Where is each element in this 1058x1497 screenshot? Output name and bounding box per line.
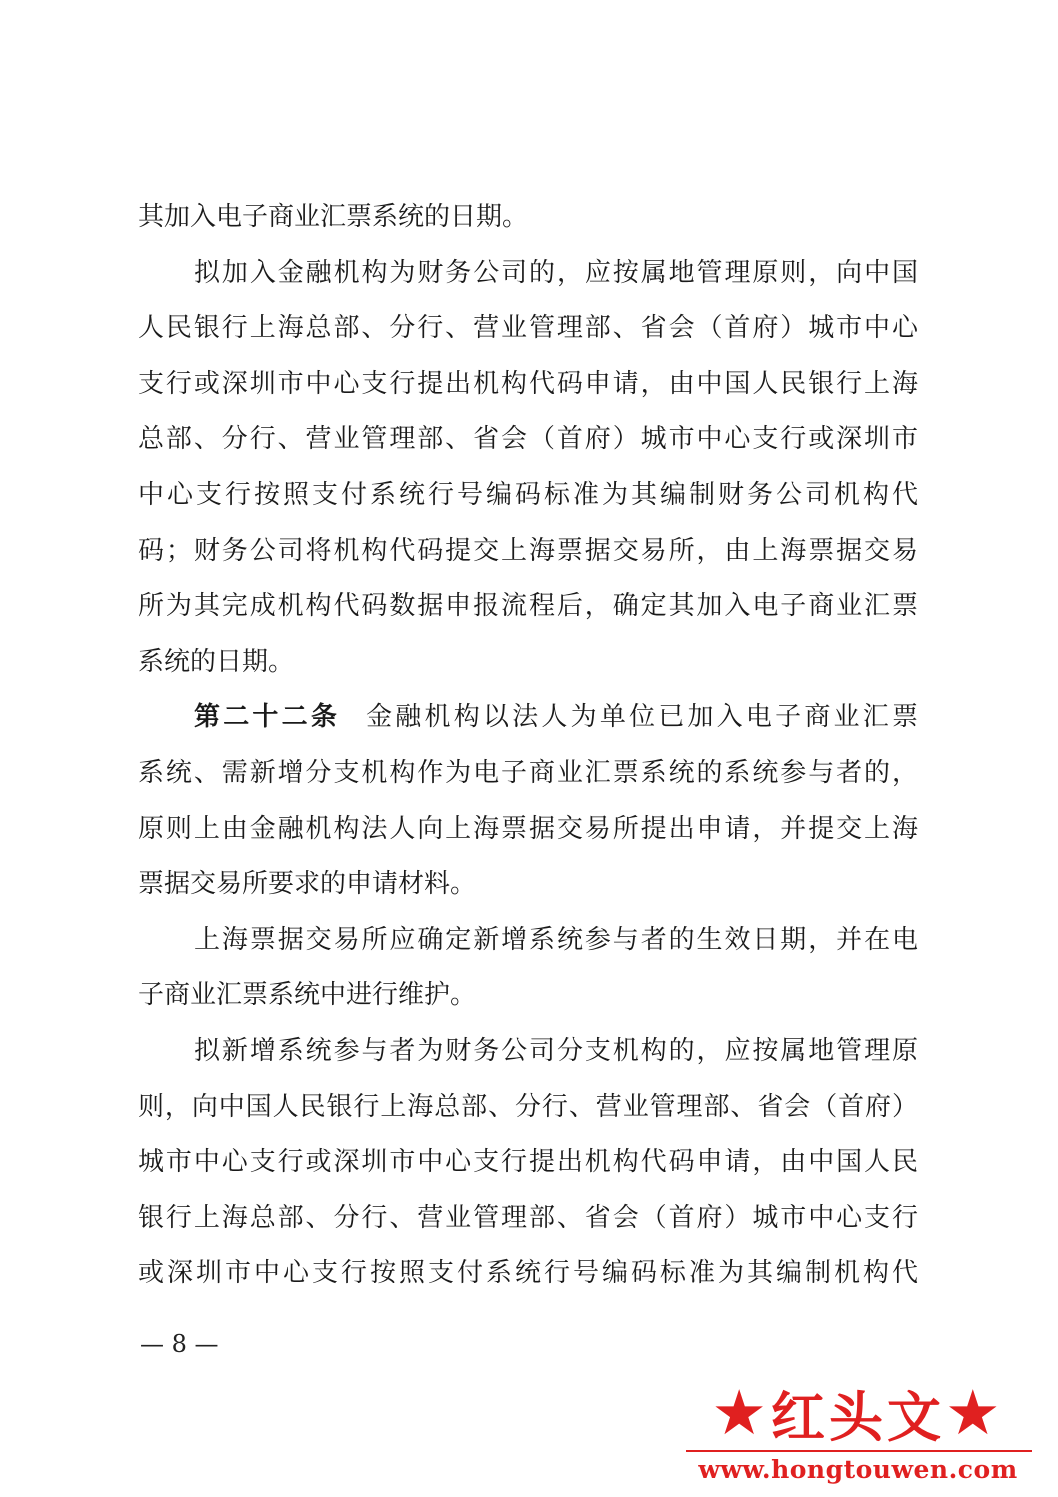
line-text: 系统、需新增分支机构作为电子商业汇票系统的系统参与者的， [138, 757, 918, 788]
star-icon: ★ [711, 1376, 771, 1449]
text-line [138, 1135, 918, 1191]
line-text: 原则上由金融机构法人向上海票据交易所提出申请，并提交上海 [138, 813, 918, 844]
star-icon: ★ [945, 1376, 1005, 1449]
text-line [138, 1024, 918, 1080]
text-line [138, 190, 918, 246]
line-text: 票据交易所要求的申请材料。 [138, 869, 477, 900]
watermark-title: 红头文 [771, 1385, 945, 1449]
page-number: — 8 — [140, 1330, 219, 1358]
line-text: 银行上海总部、分行、营业管理部、省会（首府）城市中心支行 [138, 1202, 918, 1233]
text-line [138, 968, 918, 1024]
text-line [138, 412, 918, 468]
text-line [138, 857, 918, 913]
article-number: 第二十二条 [194, 702, 341, 733]
line-text: 子商业汇票系统中进行维护。 [138, 980, 477, 1011]
text-line [138, 468, 918, 524]
watermark-logo [672, 1376, 1044, 1490]
text-line [138, 246, 918, 302]
text-line [138, 524, 918, 580]
line-text: 总部、分行、营业管理部、省会（首府）城市中心支行或深圳市 [138, 424, 918, 455]
line-text: 支行或深圳市中心支行提出机构代码申请，由中国人民银行上海 [138, 368, 918, 399]
text-line [138, 1246, 918, 1302]
text-line [138, 802, 918, 858]
text-line [138, 913, 918, 969]
text-line [138, 357, 918, 413]
line-text: 所为其完成机构代码数据申报流程后，确定其加入电子商业汇票 [138, 591, 918, 622]
text-line [138, 1080, 918, 1136]
line-text: 人民银行上海总部、分行、营业管理部、省会（首府）城市中心 [138, 313, 918, 344]
line-text: 其加入电子商业汇票系统的日期。 [138, 202, 529, 232]
line-text: 城市中心支行或深圳市中心支行提出机构代码申请，由中国人民 [138, 1147, 918, 1178]
text-line [138, 635, 918, 691]
body-text [138, 190, 918, 1302]
line-text: 拟新增系统参与者为财务公司分支机构的，应按属地管理原 [194, 1035, 918, 1066]
watermark-title-row [672, 1376, 1044, 1449]
line-text: 码；财务公司将机构代码提交上海票据交易所，由上海票据交易 [138, 535, 918, 566]
text-line [138, 579, 918, 635]
text-line [138, 690, 918, 746]
text-line [138, 301, 918, 357]
text-line [138, 1191, 918, 1247]
line-text: 金融机构以法人为单位已加入电子商业汇票 [366, 702, 918, 733]
line-text: 则，向中国人民银行上海总部、分行、营业管理部、省会（首府） [138, 1091, 918, 1122]
line-text: 系统的日期。 [138, 646, 295, 677]
watermark-divider [686, 1450, 1032, 1452]
line-text: 上海票据交易所应确定新增系统参与者的生效日期，并在电 [194, 924, 918, 955]
text-line [138, 746, 918, 802]
line-text: 中心支行按照支付系统行号编码标准为其编制财务公司机构代 [138, 479, 918, 510]
line-text: 或深圳市中心支行按照支付系统行号编码标准为其编制机构代 [138, 1258, 918, 1289]
watermark-url: www.hongtouwen.com [698, 1455, 1018, 1484]
line-text: 拟加入金融机构为财务公司的，应按属地管理原则，向中国 [194, 257, 918, 288]
